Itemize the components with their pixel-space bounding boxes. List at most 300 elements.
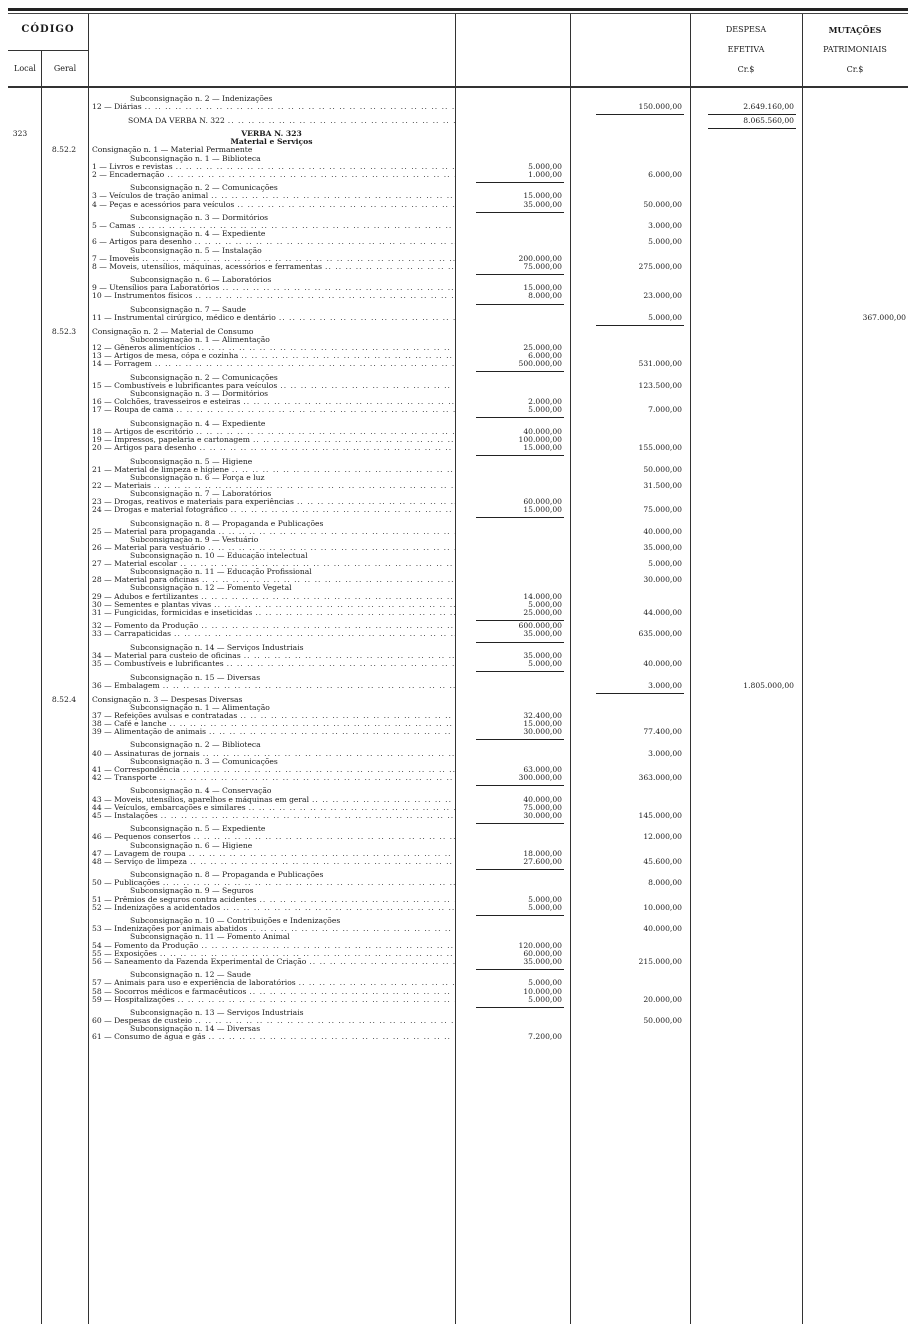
code-geral bbox=[40, 1009, 88, 1017]
amount-item bbox=[455, 117, 570, 125]
amount-item bbox=[455, 741, 570, 749]
description bbox=[88, 428, 455, 436]
code-geral: 8.52.4 bbox=[51, 694, 77, 704]
amount-despesa-efetiva bbox=[690, 230, 802, 238]
amount-subtotal: 3.000,00 bbox=[570, 682, 690, 690]
code-geral bbox=[40, 506, 88, 514]
description-text: Subconsignação n. 3 — Dormitórios bbox=[130, 214, 269, 223]
code-geral bbox=[40, 155, 88, 163]
sub-row bbox=[0, 825, 908, 833]
amount-mutacoes bbox=[802, 720, 908, 728]
code-local bbox=[0, 276, 40, 284]
code-geral bbox=[40, 858, 88, 866]
amount-item bbox=[455, 696, 570, 704]
amount-despesa-efetiva bbox=[690, 750, 802, 758]
code-local bbox=[0, 436, 40, 444]
amount-despesa-efetiva bbox=[690, 306, 802, 314]
table-row bbox=[0, 201, 908, 209]
description-text: Subconsignação n. 9 — Seguros bbox=[130, 887, 254, 896]
amount-mutacoes bbox=[802, 352, 908, 360]
description-text: Subconsignação n. 5 — Instalação bbox=[130, 246, 262, 255]
amount-subtotal bbox=[570, 696, 690, 704]
dot-leader bbox=[157, 950, 455, 958]
code-local bbox=[0, 374, 40, 382]
consig-row bbox=[0, 146, 908, 154]
code-geral bbox=[40, 887, 88, 895]
amount-despesa-efetiva bbox=[690, 644, 802, 652]
description-text: 9 — Utensílios para Laboratórios bbox=[92, 284, 220, 293]
amount-mutacoes bbox=[802, 263, 908, 271]
code-geral bbox=[40, 584, 88, 592]
code-local bbox=[0, 758, 40, 766]
sub-row bbox=[0, 230, 908, 238]
code-local bbox=[0, 284, 40, 292]
code-geral bbox=[40, 520, 88, 528]
amount-mutacoes bbox=[802, 988, 908, 996]
code-local bbox=[0, 520, 40, 528]
description-text: Consignação n. 3 — Despesas Diversas bbox=[92, 695, 243, 704]
description-text: Subconsignação n. 10 — Contribuições e Indenizações bbox=[130, 917, 341, 926]
table-row bbox=[0, 720, 908, 728]
amount-despesa-efetiva bbox=[690, 336, 802, 344]
code-local bbox=[0, 774, 40, 782]
description bbox=[88, 314, 455, 322]
description bbox=[88, 336, 455, 344]
amount-despesa-efetiva bbox=[690, 812, 802, 820]
top-border-thin bbox=[8, 13, 908, 14]
table-row bbox=[0, 444, 908, 452]
code-local bbox=[0, 584, 40, 592]
amount-mutacoes bbox=[802, 1025, 908, 1033]
amount-mutacoes bbox=[802, 536, 908, 544]
table-block bbox=[0, 520, 908, 617]
amount-despesa-efetiva bbox=[690, 804, 802, 812]
header-border bbox=[8, 86, 908, 88]
amount-mutacoes bbox=[802, 528, 908, 536]
amount-subtotal bbox=[570, 787, 690, 795]
code-geral bbox=[40, 276, 88, 284]
header-mutacoes-line: PATRIMONIAIS bbox=[823, 45, 887, 54]
amount-mutacoes bbox=[802, 766, 908, 774]
code-geral bbox=[40, 787, 88, 795]
amount-item: 1.000,00 bbox=[455, 171, 570, 179]
amount-mutacoes bbox=[802, 374, 908, 382]
amount-mutacoes bbox=[802, 593, 908, 601]
description-text: 31 — Fungicidas, formicidas e inseticidas bbox=[92, 608, 253, 617]
amount-despesa-efetiva bbox=[690, 328, 802, 336]
description bbox=[88, 214, 455, 222]
amount-despesa-efetiva bbox=[690, 728, 802, 736]
amount-item: 5.000,00 bbox=[455, 406, 570, 414]
amount-despesa-efetiva bbox=[690, 552, 802, 560]
amount-despesa-efetiva bbox=[690, 292, 802, 300]
amount-mutacoes bbox=[802, 630, 908, 638]
amount-despesa-efetiva bbox=[690, 506, 802, 514]
code-local bbox=[0, 796, 40, 804]
amount-despesa-efetiva bbox=[690, 796, 802, 804]
amount-item bbox=[455, 560, 570, 568]
header-despesa-line: DESPESA bbox=[725, 25, 767, 34]
code-geral bbox=[40, 560, 88, 568]
table-row bbox=[0, 925, 908, 933]
amount-item bbox=[455, 1017, 570, 1025]
amount-item bbox=[455, 328, 570, 336]
amount-mutacoes bbox=[802, 887, 908, 895]
amount-mutacoes bbox=[802, 428, 908, 436]
code-local bbox=[0, 720, 40, 728]
amount-despesa-efetiva bbox=[690, 201, 802, 209]
code-geral bbox=[40, 482, 88, 490]
code-local bbox=[0, 787, 40, 795]
table-row bbox=[0, 238, 908, 246]
table-row bbox=[0, 544, 908, 552]
code-geral bbox=[40, 674, 88, 682]
code-local bbox=[0, 879, 40, 887]
amount-item: 5.000,00 bbox=[528, 978, 562, 988]
amount-subtotal bbox=[570, 328, 690, 336]
sub-row bbox=[0, 871, 908, 879]
description-text: 38 — Café e lanche bbox=[92, 719, 167, 728]
sub-row bbox=[0, 1025, 908, 1033]
description bbox=[88, 774, 455, 782]
description-text: 56 — Saneamento da Fazenda Experimental de Criação bbox=[92, 957, 307, 966]
sub-row bbox=[0, 490, 908, 498]
amount-item bbox=[455, 825, 570, 833]
code-local bbox=[0, 184, 40, 192]
code-local bbox=[0, 887, 40, 895]
amount-despesa-efetiva bbox=[690, 138, 802, 146]
code-local bbox=[0, 696, 40, 704]
amount-despesa-efetiva bbox=[690, 696, 802, 704]
table-block bbox=[0, 130, 908, 179]
amount-subtotal: 45.600,00 bbox=[643, 856, 682, 866]
dot-leader bbox=[152, 360, 455, 368]
description bbox=[88, 374, 455, 382]
description-text: 37 — Refeições avulsas e contratadas bbox=[92, 711, 238, 720]
code-geral bbox=[40, 622, 88, 630]
amount-mutacoes bbox=[802, 925, 908, 933]
description-text: Subconsignação n. 5 — Higiene bbox=[130, 457, 253, 466]
dot-leader bbox=[157, 774, 455, 782]
amount-despesa-efetiva bbox=[690, 720, 802, 728]
amount-mutacoes bbox=[802, 420, 908, 428]
description-text: 29 — Adubos e fertilizantes bbox=[92, 592, 199, 601]
sub-row bbox=[0, 536, 908, 544]
amount-mutacoes bbox=[802, 520, 908, 528]
code-geral bbox=[40, 576, 88, 584]
code-geral bbox=[40, 406, 88, 414]
description-text: 20 — Artigos para desenho bbox=[92, 443, 197, 452]
table-row bbox=[0, 630, 908, 638]
code-local bbox=[0, 230, 40, 238]
code-local bbox=[0, 247, 40, 255]
description bbox=[88, 887, 455, 895]
code-geral bbox=[40, 306, 88, 314]
code-local bbox=[0, 1009, 40, 1017]
amount-despesa-efetiva bbox=[690, 214, 802, 222]
description bbox=[88, 660, 455, 668]
description bbox=[88, 382, 455, 390]
code-geral bbox=[40, 660, 88, 668]
description bbox=[88, 787, 455, 795]
sub-row bbox=[0, 214, 908, 222]
code-local bbox=[0, 222, 40, 230]
description bbox=[88, 804, 455, 812]
code-local bbox=[0, 833, 40, 841]
dot-leader bbox=[246, 804, 455, 812]
table-row bbox=[0, 382, 908, 390]
code-geral bbox=[40, 238, 88, 246]
amount-mutacoes bbox=[802, 622, 908, 630]
title-row bbox=[0, 138, 908, 146]
table-row bbox=[0, 601, 908, 609]
table-row bbox=[0, 171, 908, 179]
table-block bbox=[0, 306, 908, 322]
amount-mutacoes bbox=[802, 787, 908, 795]
sub-row bbox=[0, 520, 908, 528]
description-text: 45 — Instalações bbox=[92, 811, 158, 820]
amount-mutacoes bbox=[802, 490, 908, 498]
code-geral bbox=[40, 950, 88, 958]
code-local bbox=[0, 825, 40, 833]
code-local bbox=[0, 942, 40, 950]
description-text: 52 — Indenizações a acidentados bbox=[92, 903, 221, 912]
amount-subtotal: 6.000,00 bbox=[648, 169, 682, 179]
amount-despesa-efetiva bbox=[690, 428, 802, 436]
code-geral bbox=[40, 971, 88, 979]
table-row bbox=[0, 222, 908, 230]
code-local bbox=[0, 428, 40, 436]
sub-row bbox=[0, 1009, 908, 1017]
code-geral bbox=[40, 942, 88, 950]
code-local bbox=[0, 382, 40, 390]
amount-despesa-efetiva bbox=[690, 741, 802, 749]
description-text: 6 — Artigos para desenho bbox=[92, 238, 192, 247]
amount-despesa-efetiva bbox=[690, 520, 802, 528]
consig-row bbox=[0, 696, 908, 704]
amount-subtotal: 50.000,00 bbox=[643, 1016, 682, 1026]
amount-despesa-efetiva bbox=[690, 842, 802, 850]
amount-item bbox=[455, 306, 570, 314]
dot-leader bbox=[211, 601, 455, 609]
description-text: Material e Serviços bbox=[230, 138, 313, 147]
amount-despesa-efetiva bbox=[690, 825, 802, 833]
description bbox=[88, 601, 455, 609]
amount-mutacoes bbox=[802, 163, 908, 171]
code-geral bbox=[40, 933, 88, 941]
amount-subtotal: 635.000,00 bbox=[638, 629, 682, 639]
description bbox=[88, 741, 455, 749]
amount-despesa-efetiva bbox=[690, 171, 802, 179]
dot-leader bbox=[296, 979, 455, 987]
amount-despesa-efetiva bbox=[690, 458, 802, 466]
amount-subtotal bbox=[570, 420, 690, 428]
sub-row bbox=[0, 887, 908, 895]
amount-item: 5.000,00 bbox=[528, 161, 562, 171]
description-text: 5 — Camas bbox=[92, 222, 136, 231]
amount-item: 40.000,00 bbox=[523, 794, 562, 804]
dot-leader bbox=[206, 728, 455, 736]
description bbox=[88, 482, 455, 490]
description-text: Subconsignação n. 7 — Laboratórios bbox=[130, 489, 272, 498]
description-text: 26 — Material para vestuário bbox=[92, 544, 206, 552]
description bbox=[88, 879, 455, 887]
description-text: 12 — Gêneros alimentícios bbox=[92, 343, 196, 352]
dot-leader bbox=[192, 292, 455, 300]
code-geral bbox=[40, 720, 88, 728]
code-geral bbox=[40, 374, 88, 382]
amount-item: 6.000,00 bbox=[528, 351, 562, 361]
code-geral: 8.52.3 bbox=[51, 326, 77, 336]
code-geral bbox=[40, 474, 88, 482]
description-text: 16 — Colchões, travesseiros e esteiras bbox=[92, 398, 241, 406]
code-local bbox=[0, 917, 40, 925]
description-text: Subconsignação n. 9 — Vestuário bbox=[130, 535, 259, 544]
code-local bbox=[0, 544, 40, 552]
header-geral: Geral bbox=[53, 64, 77, 73]
description bbox=[88, 146, 455, 154]
amount-item bbox=[455, 750, 570, 758]
description-text: Subconsignação n. 2 — Indenizações bbox=[130, 95, 273, 103]
code-local bbox=[0, 1033, 40, 1041]
description bbox=[88, 842, 455, 850]
description bbox=[88, 466, 455, 474]
table-block bbox=[0, 696, 908, 736]
amount-subtotal bbox=[570, 584, 690, 592]
amount-despesa-efetiva: 2.649.160,00 bbox=[690, 103, 802, 111]
amount-subtotal bbox=[570, 979, 690, 987]
amount-item bbox=[455, 833, 570, 841]
code-local bbox=[0, 328, 40, 336]
amount-mutacoes bbox=[802, 660, 908, 668]
amount-despesa-efetiva bbox=[690, 942, 802, 950]
amount-item bbox=[455, 474, 570, 482]
code-geral bbox=[40, 917, 88, 925]
code-geral bbox=[40, 593, 88, 601]
amount-despesa-efetiva bbox=[690, 971, 802, 979]
amount-subtotal bbox=[570, 336, 690, 344]
amount-item: 60.000,00 bbox=[523, 948, 562, 958]
amount-subtotal: 3.000,00 bbox=[648, 748, 682, 758]
code-local bbox=[0, 850, 40, 858]
amount-item: 600.000,00 bbox=[518, 621, 562, 631]
amount-mutacoes bbox=[802, 458, 908, 466]
amount-mutacoes bbox=[802, 552, 908, 560]
table-block bbox=[0, 825, 908, 865]
amount-despesa-efetiva bbox=[690, 398, 802, 406]
table-row bbox=[0, 103, 908, 111]
code-geral bbox=[40, 682, 88, 690]
dot-leader bbox=[191, 833, 455, 841]
sub-row bbox=[0, 758, 908, 766]
amount-item: 15.000,00 bbox=[523, 191, 562, 201]
description-text: 10 — Instrumentos físicos bbox=[92, 292, 193, 301]
amount-despesa-efetiva bbox=[690, 660, 802, 668]
amount-mutacoes bbox=[802, 568, 908, 576]
description bbox=[88, 155, 455, 163]
description-text: 48 — Serviço de limpeza bbox=[92, 857, 188, 866]
table-row bbox=[0, 958, 908, 966]
code-geral bbox=[40, 758, 88, 766]
description-text: 4 — Peças e acessórios para veículos bbox=[92, 200, 235, 209]
amount-despesa-efetiva bbox=[690, 498, 802, 506]
amount-mutacoes bbox=[802, 904, 908, 912]
amount-subtotal bbox=[570, 146, 690, 154]
amount-item bbox=[455, 130, 570, 138]
amount-mutacoes bbox=[802, 728, 908, 736]
sub-row bbox=[0, 155, 908, 163]
amount-item bbox=[455, 520, 570, 528]
amount-mutacoes bbox=[802, 466, 908, 474]
amount-despesa-efetiva bbox=[690, 904, 802, 912]
amount-subtotal: 363.000,00 bbox=[638, 772, 682, 782]
code-local bbox=[0, 904, 40, 912]
description bbox=[88, 942, 455, 950]
amount-despesa-efetiva bbox=[690, 436, 802, 444]
table-row bbox=[0, 1033, 908, 1041]
amount-item: 500.000,00 bbox=[455, 360, 570, 368]
code-local bbox=[0, 406, 40, 414]
description bbox=[88, 130, 455, 138]
table-row bbox=[0, 879, 908, 887]
amount-item: 15.000,00 bbox=[523, 283, 562, 293]
amount-subtotal: 44.000,00 bbox=[643, 607, 682, 617]
amount-subtotal bbox=[570, 184, 690, 192]
description-text: 14 — Forragem bbox=[92, 360, 152, 369]
amount-mutacoes bbox=[802, 858, 908, 866]
amount-despesa-efetiva bbox=[690, 879, 802, 887]
description-text: 28 — Material para oficinas bbox=[92, 576, 199, 585]
amount-mutacoes bbox=[802, 382, 908, 390]
dot-leader bbox=[224, 660, 455, 668]
table-row bbox=[0, 192, 908, 200]
description-text: Subconsignação n. 8 — Propaganda e Publicações bbox=[130, 519, 324, 528]
amount-mutacoes bbox=[802, 682, 908, 690]
description-text: 57 — Animais para uso e experiência de laboratórios bbox=[92, 979, 296, 988]
description bbox=[88, 247, 455, 255]
amount-item bbox=[455, 458, 570, 466]
amount-despesa-efetiva bbox=[690, 996, 802, 1004]
amount-mutacoes bbox=[802, 942, 908, 950]
table-block bbox=[0, 741, 908, 781]
code-geral bbox=[40, 444, 88, 452]
sub-row bbox=[0, 458, 908, 466]
sub-row bbox=[0, 374, 908, 382]
dot-leader bbox=[220, 904, 455, 912]
dot-leader bbox=[200, 750, 455, 758]
dot-leader bbox=[160, 682, 455, 690]
description-text: 18 — Artigos de escritório bbox=[92, 427, 194, 436]
description bbox=[88, 458, 455, 466]
table-row bbox=[0, 609, 908, 617]
amount-item: 27.600,00 bbox=[455, 858, 570, 866]
amount-despesa-efetiva bbox=[690, 344, 802, 352]
amount-mutacoes bbox=[802, 360, 908, 368]
amount-item: 8.000,00 bbox=[455, 292, 570, 300]
amount-item: 35.000,00 bbox=[455, 630, 570, 638]
code-geral bbox=[40, 609, 88, 617]
dot-leader bbox=[195, 344, 455, 352]
code-geral bbox=[40, 498, 88, 506]
code-local bbox=[0, 474, 40, 482]
dot-leader bbox=[186, 850, 455, 858]
description-text: Subconsignação n. 3 — Comunicações bbox=[130, 757, 278, 766]
amount-despesa-efetiva bbox=[690, 609, 802, 617]
description bbox=[88, 255, 455, 263]
description-text: 8 — Moveis, utensílios, máquinas, acessórios e ferramentas bbox=[92, 262, 323, 271]
table-row bbox=[0, 812, 908, 820]
top-border bbox=[8, 8, 908, 11]
